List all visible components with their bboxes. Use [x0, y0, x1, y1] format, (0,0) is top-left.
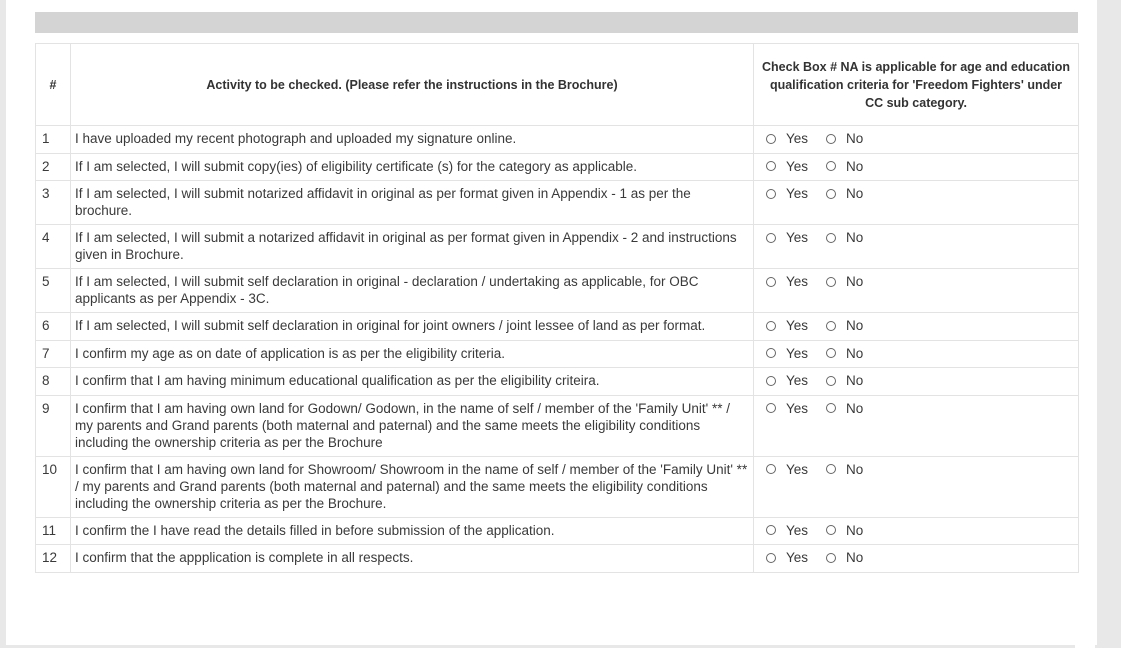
option-no-label: No: [846, 345, 864, 361]
response-options: [754, 313, 1079, 341]
radio-no[interactable]: [826, 464, 836, 474]
option-no[interactable]: [826, 522, 863, 539]
option-yes-label: Yes: [786, 550, 809, 565]
option-no-label: No: [846, 318, 864, 333]
table-row: [36, 225, 1079, 269]
activity-text: I confirm that I am having minimum educational qualification as per the eligibility criteira.: [71, 368, 754, 396]
option-no-label: No: [846, 186, 864, 201]
activity-text: I have uploaded my recent photograph and uploaded my signature online.: [71, 126, 754, 154]
table-row: [36, 545, 1079, 573]
radio-yes[interactable]: [766, 525, 776, 535]
radio-no[interactable]: [826, 525, 836, 535]
row-number: 4: [36, 225, 71, 269]
radio-yes[interactable]: [766, 161, 776, 171]
activity-text: If I am selected, I will submit copy(ies) of eligibility certificate (s) for the category as applicable.: [71, 153, 754, 181]
radio-no[interactable]: [826, 161, 836, 171]
row-number: 11: [36, 517, 71, 545]
option-no-label: No: [846, 274, 864, 289]
radio-no[interactable]: [826, 553, 836, 563]
row-number: 3: [36, 181, 71, 225]
radio-yes[interactable]: [766, 189, 776, 199]
option-yes[interactable]: [766, 229, 808, 246]
header-activity: Activity to be checked. (Please refer the instructions in the Brochure): [71, 44, 754, 126]
option-no-label: No: [846, 158, 864, 174]
table-row: [36, 269, 1079, 313]
activity-text: If I am selected, I will submit a notarized affidavit in original as per format given in Appendix - 2 and instructions given in Brochure.: [71, 225, 754, 269]
table-header-row: [36, 44, 1079, 126]
radio-no[interactable]: [826, 189, 836, 199]
checklist-body: [36, 126, 1079, 573]
row-number: 8: [36, 368, 71, 396]
section-header-bar: [35, 12, 1078, 33]
row-number: 7: [36, 340, 71, 368]
radio-yes[interactable]: [766, 277, 776, 287]
radio-yes[interactable]: [766, 348, 776, 358]
table-row: [36, 368, 1079, 396]
table-row: [36, 126, 1079, 154]
option-no-label: No: [846, 230, 864, 245]
response-options: [754, 126, 1079, 154]
radio-no[interactable]: [826, 233, 836, 243]
row-number: 12: [36, 545, 71, 573]
table-row: [36, 181, 1079, 225]
radio-no[interactable]: [826, 321, 836, 331]
activity-text: If I am selected, I will submit self declaration in original - declaration / undertaking as applicable, for OBC applicants as per Appendix - 3C.: [71, 269, 754, 313]
option-no[interactable]: [826, 229, 863, 246]
option-yes[interactable]: [766, 158, 808, 175]
radio-yes[interactable]: [766, 321, 776, 331]
option-yes-label: Yes: [786, 158, 809, 174]
table-row: [36, 395, 1079, 456]
option-yes-label: Yes: [786, 274, 809, 289]
option-yes[interactable]: [766, 461, 808, 478]
row-number: 1: [36, 126, 71, 154]
radio-yes[interactable]: [766, 553, 776, 563]
option-yes-label: Yes: [786, 522, 809, 538]
response-options: [754, 269, 1079, 313]
option-no[interactable]: [826, 372, 863, 389]
corner-widget: [1075, 638, 1095, 648]
response-options: [754, 368, 1079, 396]
radio-no[interactable]: [826, 403, 836, 413]
table-row: [36, 456, 1079, 517]
option-no-label: No: [846, 400, 864, 416]
checklist-table: [35, 43, 1079, 573]
radio-yes[interactable]: [766, 134, 776, 144]
row-number: 9: [36, 395, 71, 456]
option-no-label: No: [846, 131, 864, 146]
table-row: [36, 313, 1079, 341]
option-yes[interactable]: [766, 345, 808, 362]
option-no-label: No: [846, 373, 864, 388]
radio-no[interactable]: [826, 348, 836, 358]
option-no-label: No: [846, 522, 864, 538]
activity-text: I confirm that I am having own land for Godown/ Godown, in the name of self / member of the 'Family Unit' ** / my parents and Grand parents (both maternal and paternal) and the same meets the eligibility conditions including the ownership criteria as per the Brochure: [71, 395, 754, 456]
activity-text: If I am selected, I will submit notarized affidavit in original as per format given in Appendix - 1 as per the brochure.: [71, 181, 754, 225]
option-no-label: No: [846, 550, 864, 565]
radio-yes[interactable]: [766, 233, 776, 243]
option-yes[interactable]: [766, 273, 808, 290]
option-no-label: No: [846, 461, 864, 477]
option-no[interactable]: [826, 185, 863, 202]
option-yes-label: Yes: [786, 461, 809, 477]
activity-text: I confirm my age as on date of application is as per the eligibility criteria.: [71, 340, 754, 368]
option-no[interactable]: [826, 130, 863, 147]
option-yes-label: Yes: [786, 230, 809, 245]
row-number: 5: [36, 269, 71, 313]
row-number: 10: [36, 456, 71, 517]
option-no[interactable]: [826, 273, 863, 290]
response-options: [754, 225, 1079, 269]
option-yes[interactable]: [766, 185, 808, 202]
response-options: [754, 517, 1079, 545]
option-yes[interactable]: [766, 400, 808, 417]
option-yes[interactable]: [766, 130, 808, 147]
activity-text: If I am selected, I will submit self declaration in original for joint owners / joint lessee of land as per format.: [71, 313, 754, 341]
response-options: [754, 456, 1079, 517]
row-number: 2: [36, 153, 71, 181]
option-no[interactable]: [826, 158, 863, 175]
option-yes-label: Yes: [786, 345, 809, 361]
option-no[interactable]: [826, 400, 863, 417]
row-number: 6: [36, 313, 71, 341]
option-yes-label: Yes: [786, 131, 809, 146]
radio-no[interactable]: [826, 134, 836, 144]
activity-text: I confirm the I have read the details filled in before submission of the application.: [71, 517, 754, 545]
option-yes[interactable]: [766, 372, 808, 389]
option-yes-label: Yes: [786, 318, 809, 333]
option-yes-label: Yes: [786, 373, 809, 388]
radio-yes[interactable]: [766, 403, 776, 413]
radio-yes[interactable]: [766, 376, 776, 386]
response-options: [754, 181, 1079, 225]
response-options: [754, 395, 1079, 456]
header-check: Check Box # NA is applicable for age and education qualification criteria for 'Freedom Fighters' under CC sub category.: [754, 44, 1079, 126]
response-options: [754, 340, 1079, 368]
response-options: [754, 153, 1079, 181]
radio-no[interactable]: [826, 277, 836, 287]
radio-yes[interactable]: [766, 464, 776, 474]
activity-text: I confirm that I am having own land for Showroom/ Showroom in the name of self / member of the 'Family Unit' ** / my parents and Grand parents (both maternal and paternal) and the same meets the eligibility conditions including the ownership criteria as per the Brochure.: [71, 456, 754, 517]
table-row: [36, 517, 1079, 545]
option-yes[interactable]: [766, 317, 808, 334]
table-row: [36, 340, 1079, 368]
table-row: [36, 153, 1079, 181]
option-no[interactable]: [826, 549, 863, 566]
header-number: #: [36, 44, 71, 126]
option-yes-label: Yes: [786, 400, 809, 416]
option-yes[interactable]: [766, 549, 808, 566]
response-options: [754, 545, 1079, 573]
option-yes-label: Yes: [786, 186, 809, 201]
option-no[interactable]: [826, 461, 863, 478]
radio-no[interactable]: [826, 376, 836, 386]
option-no[interactable]: [826, 345, 863, 362]
option-no[interactable]: [826, 317, 863, 334]
option-yes[interactable]: [766, 522, 808, 539]
activity-text: I confirm that the appplication is complete in all respects.: [71, 545, 754, 573]
